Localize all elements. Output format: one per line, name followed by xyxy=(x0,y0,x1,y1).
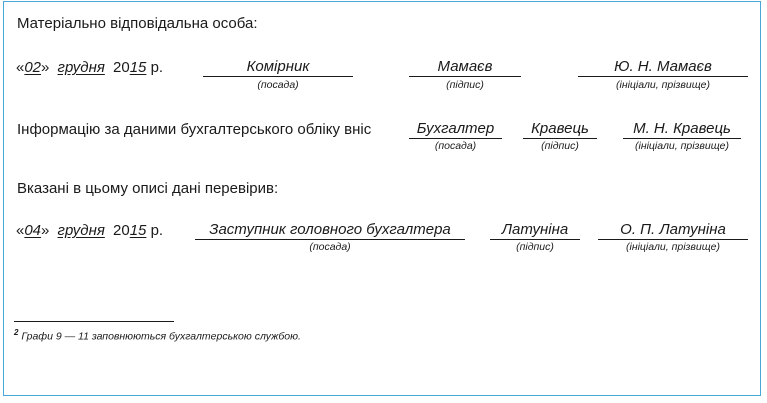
position-caption-1: (посада) xyxy=(257,79,299,91)
date-2-year: 15 xyxy=(129,222,147,239)
date-1-day: 02 xyxy=(24,59,42,76)
date-2-month: грудня xyxy=(57,222,105,239)
date-1-year: 15 xyxy=(129,59,147,76)
signature-caption-3: (підпис) xyxy=(516,241,554,253)
date-2: «04» грудня 2015 р. xyxy=(16,222,164,239)
accounting-info-label: Інформацію за даними бухгалтерського обліку вніс xyxy=(17,121,372,138)
position-caption-3: (посада) xyxy=(309,241,351,253)
date-1: «02» грудня 2015 р. xyxy=(16,59,164,76)
footnote-mark: 2 xyxy=(14,328,19,337)
name-field-3: О. П. Латуніна xyxy=(598,221,748,240)
responsible-person-heading: Матеріально відповідальна особа: xyxy=(17,15,258,32)
signature-caption-2: (підпис) xyxy=(541,140,579,152)
footnote-text: Графи 9 — 11 заповнюються бухгалтерською службою. xyxy=(18,330,301,343)
position-field-2: Бухгалтер xyxy=(409,120,502,139)
signature-field-3: Латуніна xyxy=(490,221,580,240)
verified-heading: Вказані в цьому описі дані перевірив: xyxy=(17,180,279,197)
footnote-rule xyxy=(14,321,174,322)
signature-field-1: Мамаєв xyxy=(409,58,521,77)
footnote xyxy=(14,328,301,343)
position-field-1: Комірник xyxy=(203,58,353,77)
name-caption-1: (ініціали, прізвище) xyxy=(615,79,711,91)
name-field-2: М. Н. Кравець xyxy=(623,120,741,139)
date-1-month: грудня xyxy=(57,59,105,76)
signature-field-2: Кравець xyxy=(523,120,597,139)
position-caption-2: (посада) xyxy=(434,140,477,152)
date-2-day: 04 xyxy=(24,222,42,239)
signature-caption-1: (підпис) xyxy=(446,79,484,91)
position-field-3: Заступник головного бухгалтера xyxy=(195,221,465,240)
name-field-1: Ю. Н. Мамаєв xyxy=(578,58,748,77)
name-caption-2: (ініціали, прізвище) xyxy=(634,140,730,152)
name-caption-3: (ініціали, прізвище) xyxy=(625,241,721,253)
